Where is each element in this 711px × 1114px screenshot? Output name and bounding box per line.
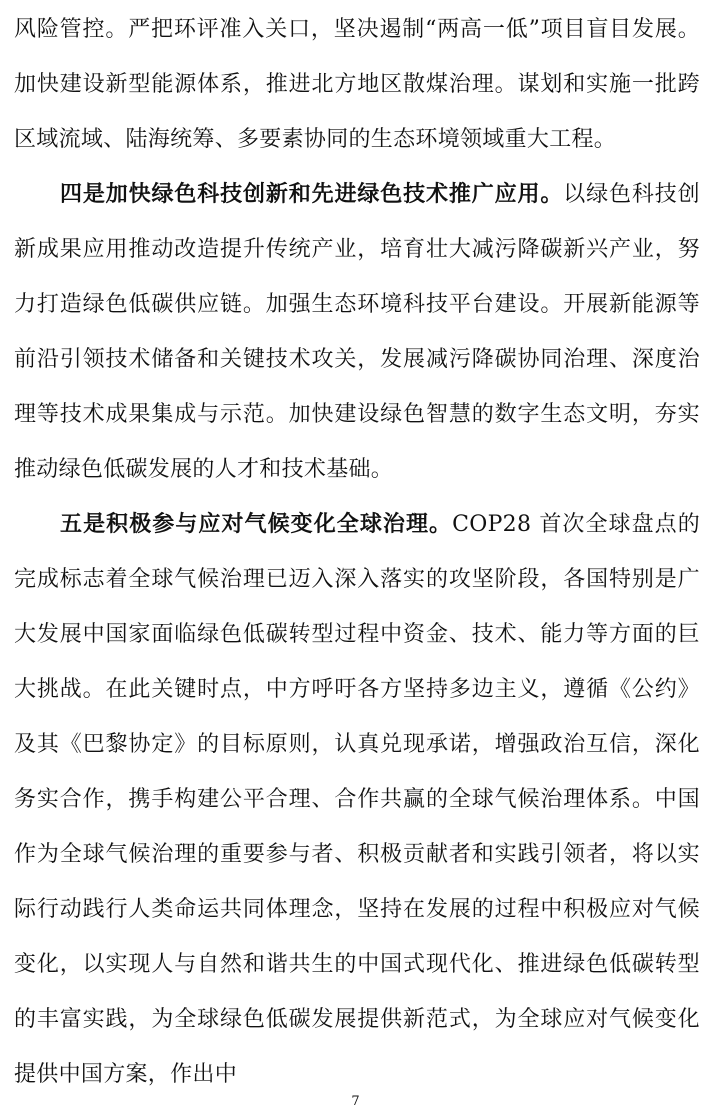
page-number: 7 xyxy=(351,1094,360,1109)
paragraph-text: 以绿色科技创新成果应用推动改造提升传统产业，培育壮大减污降碳新兴产业，努力打造绿色低碳供应链。加强生态环境科技平台建设。开展新能源等前沿引领技术储备和关键技术攻关，发展减污降碳协同治理、深度治理等技术成果集成与示范。加快建设绿色智慧的数字生态文明，夯实推动绿色低碳发展的人才和技术基础。 xyxy=(14,182,700,482)
paragraph-continuation xyxy=(14,2,700,167)
paragraph-green-tech xyxy=(14,167,700,497)
paragraph-text: COP28 首次全球盘点的完成标志着全球气候治理已迈入深入落实的攻坚阶段，各国特别是广大发展中国家面临绿色低碳转型过程中资金、技术、能力等方面的巨大挑战。在此关键时点，中方呼吁各方坚持多边主义，遵循《公约》及其《巴黎协定》的目标原则，认真兑现承诺，增强政治互信，深化务实合作，携手构建公平合理、合作共赢的全球气候治理体系。中国作为全球气候治理的重要参与者、积极贡献者和实践引领者，将以实际行动践行人类命运共同体理念，坚持在发展的过程中积极应对气候变化，以实现人与自然和谐共生的中国式现代化、推进绿色低碳转型的丰富实践，为全球绿色低碳发展提供新范式，为全球应对气候变化提供中国方案，作出中 xyxy=(14,512,700,1087)
paragraph-text: 风险管控。严把环评准入关口，坚决遏制“两高一低”项目盲目发展。加快建设新型能源体系，推进北方地区散煤治理。谋划和实施一批跨区域流域、陆海统筹、多要素协同的生态环境领域重大工程。 xyxy=(14,17,700,152)
document-body xyxy=(14,2,700,1102)
paragraph-heading: 五是积极参与应对气候变化全球治理。 xyxy=(60,511,453,537)
paragraph-heading: 四是加快绿色科技创新和先进绿色技术推广应用。 xyxy=(60,181,564,207)
paragraph-climate-governance xyxy=(14,497,700,1102)
